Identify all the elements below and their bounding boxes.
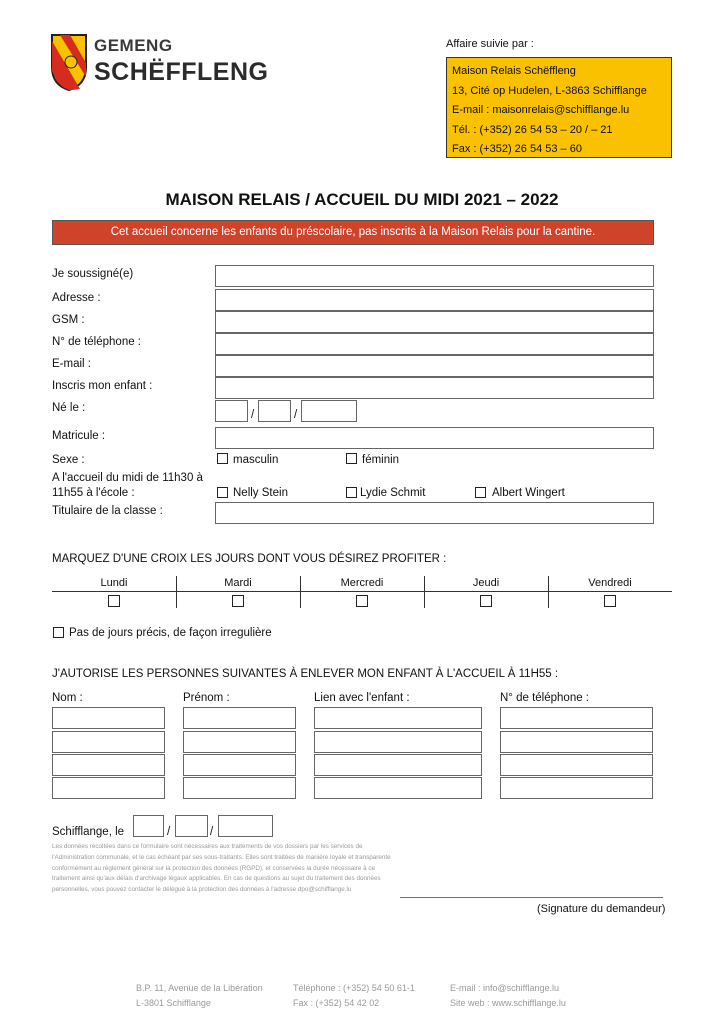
telephone-field-3[interactable]	[500, 754, 653, 776]
day-checkbox-mardi[interactable]	[232, 595, 244, 607]
gsm-label: GSM :	[52, 314, 85, 326]
days-column-divider	[176, 576, 177, 608]
birth-year-field[interactable]	[301, 400, 357, 422]
contact-email: E-mail : maisonrelais@schifflange.lu	[452, 104, 630, 116]
day-label-mercredi: Mercredi	[340, 577, 384, 589]
irregular-label: Pas de jours précis, de façon irregulière	[69, 627, 272, 639]
prenom-field-2[interactable]	[183, 731, 296, 753]
footer-address	[136, 981, 263, 1011]
telephone-label: N° de téléphone :	[52, 336, 141, 348]
masculin-checkbox[interactable]	[217, 453, 228, 464]
day-checkbox-mercredi[interactable]	[356, 595, 368, 607]
contact-name: Maison Relais Schëffleng	[452, 65, 576, 77]
feminin-checkbox[interactable]	[346, 453, 357, 464]
telephone-field-4[interactable]	[500, 777, 653, 799]
legal-notice: Les données récoltées dans ce formulaire sont nécessaires aux traitements de vos dossiers par les services de l'Administration communale, et le cas échéant par ses sous-traitants. Elles sont traitées de manière loyale et transparente conformément au règlement général sur la protection des données (RGPD), et conservées la durée nécessaire à ce traitement ainsi qu'aux délais d'archivage légaux applicables. En cas de questions au sujet du traitement des données personnelles, vous pouvez contacter le délégué à la protection des données à l'adresse dpo@schifflange.lu	[52, 843, 391, 894]
contact-address: 13, Cité op Hudelen, L-3863 Schifflange	[452, 84, 647, 97]
telephone-field-1[interactable]	[500, 707, 653, 729]
contact-phone: Tél. : (+352) 26 54 53 – 20 / – 21	[452, 123, 613, 136]
sign-day-field[interactable]	[133, 815, 164, 837]
inscris-label: Inscris mon enfant :	[52, 380, 153, 392]
masculin-label: masculin	[233, 454, 279, 466]
footer-phone-line2: Fax : (+352) 54 42 02	[293, 998, 380, 1008]
prenom-field-3[interactable]	[183, 754, 296, 776]
notice-banner: Cet accueil concerne les enfants du préscolaire, pas inscrits à la Maison Relais pour la cantine.	[52, 220, 654, 245]
day-checkbox-lundi[interactable]	[108, 595, 120, 607]
date-separator: /	[167, 826, 171, 838]
lien-field-4[interactable]	[314, 777, 482, 799]
logo-line2: SCHËFFLENG	[94, 58, 269, 86]
days-column-divider	[300, 576, 301, 608]
day-label-jeudi: Jeudi	[472, 577, 500, 589]
nom-field-4[interactable]	[52, 777, 165, 799]
titulaire-label: Titulaire de la classe :	[52, 505, 163, 517]
date-separator: /	[251, 409, 255, 421]
matricule-label: Matricule :	[52, 430, 106, 442]
coat-of-arms-icon	[50, 33, 88, 91]
footer-address-line1: B.P. 11, Avenue de la Libération	[136, 983, 263, 993]
lien-field-3[interactable]	[314, 754, 482, 776]
birth-month-field[interactable]	[258, 400, 291, 422]
authorized-heading: J'AUTORISE LES PERSONNES SUIVANTES À ENLEVER MON ENFANT À L'ACCUEIL À 11H55 :	[52, 668, 559, 680]
teacher-checkbox-stein[interactable]	[217, 487, 228, 498]
date-separator: /	[210, 826, 214, 838]
inscris-field[interactable]	[215, 377, 654, 399]
teacher-label-schmit: Lydie Schmit	[360, 487, 426, 499]
day-checkbox-jeudi[interactable]	[480, 595, 492, 607]
logo-line1: GEMENG	[94, 36, 173, 55]
telephone-field[interactable]	[215, 333, 654, 355]
titulaire-field[interactable]	[215, 502, 654, 524]
days-column-divider	[548, 576, 549, 608]
days-column-divider	[424, 576, 425, 608]
lien-field-2[interactable]	[314, 731, 482, 753]
soussigne-field[interactable]	[215, 265, 654, 287]
gsm-field[interactable]	[215, 311, 654, 333]
sexe-label: Sexe :	[52, 454, 85, 466]
days-heading: MARQUEZ D'UNE CROIX LES JOURS DONT VOUS DÉSIREZ PROFITER :	[52, 553, 447, 565]
place-date-label: Schifflange, le	[52, 826, 125, 838]
column-telephone: N° de téléphone :	[500, 692, 589, 704]
email-label: E-mail :	[52, 358, 91, 370]
column-nom: Nom :	[52, 692, 83, 704]
soussigne-label: Je soussigné(e)	[52, 268, 134, 280]
signature-label: (Signature du demandeur)	[537, 903, 666, 915]
day-label-lundi: Lundi	[100, 577, 128, 589]
sign-month-field[interactable]	[175, 815, 208, 837]
footer-phone-line1: Téléphone : (+352) 54 50 61-1	[293, 983, 415, 993]
matricule-field[interactable]	[215, 427, 654, 449]
teacher-checkbox-wingert[interactable]	[475, 487, 486, 498]
days-divider	[52, 591, 672, 592]
signature-line[interactable]	[400, 897, 663, 898]
footer-web-line2: Site web : www.schifflange.lu	[450, 998, 566, 1008]
nom-field-2[interactable]	[52, 731, 165, 753]
page-title: MAISON RELAIS / ACCUEIL DU MIDI 2021 – 2022	[165, 190, 559, 209]
column-lien: Lien avec l'enfant :	[314, 692, 410, 704]
affaire-label: Affaire suivie par :	[446, 38, 534, 50]
teacher-label-stein: Nelly Stein	[233, 487, 288, 499]
birth-day-field[interactable]	[215, 400, 248, 422]
lien-field-1[interactable]	[314, 707, 482, 729]
footer-web-line1: E-mail : info@schifflange.lu	[450, 983, 560, 993]
irregular-checkbox[interactable]	[53, 627, 64, 638]
contact-fax: Fax : (+352) 26 54 53 – 60	[452, 143, 582, 155]
day-checkbox-vendredi[interactable]	[604, 595, 616, 607]
date-separator: /	[294, 409, 298, 421]
day-label-mardi: Mardi	[224, 577, 252, 589]
teacher-checkbox-schmit[interactable]	[346, 487, 357, 498]
day-label-vendredi: Vendredi	[588, 577, 632, 589]
prenom-field-4[interactable]	[183, 777, 296, 799]
birthdate-label: Né le :	[52, 402, 86, 414]
footer-web	[450, 981, 566, 1011]
feminin-label: féminin	[362, 454, 400, 466]
sign-year-field[interactable]	[218, 815, 273, 837]
email-field[interactable]	[215, 355, 654, 377]
column-prenom: Prénom :	[183, 692, 230, 704]
adresse-field[interactable]	[215, 289, 654, 311]
teacher-label-wingert: Albert Wingert	[492, 487, 565, 499]
footer-address-line2: L-3801 Schifflange	[136, 998, 211, 1008]
contact-box	[446, 57, 672, 158]
accueil-label-line1: A l'accueil du midi de 11h30 à	[52, 472, 203, 484]
nom-field-1[interactable]	[52, 707, 165, 729]
nom-field-3[interactable]	[52, 754, 165, 776]
telephone-field-2[interactable]	[500, 731, 653, 753]
prenom-field-1[interactable]	[183, 707, 296, 729]
footer-phone	[293, 981, 415, 1011]
adresse-label: Adresse :	[52, 292, 101, 304]
accueil-label-line2: 11h55 à l'école :	[52, 487, 135, 499]
